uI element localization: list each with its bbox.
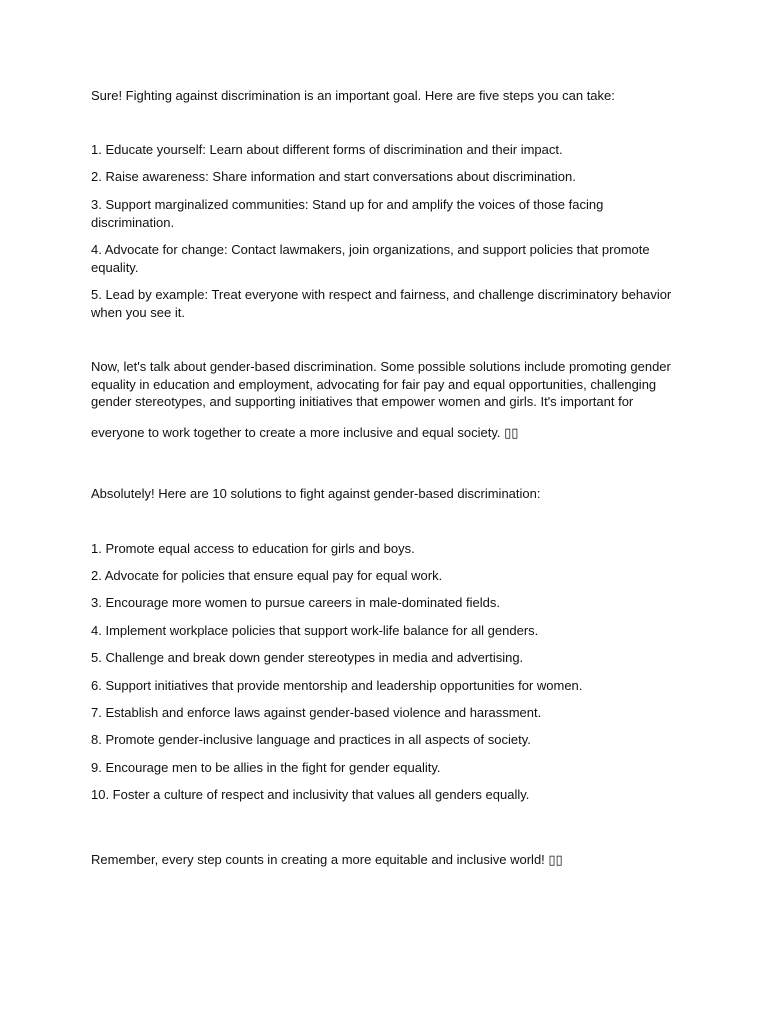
step-item-4: 4. Advocate for change: Contact lawmakers, join organizations, and support policies that promote equality. [91,242,650,275]
step-item-1: 1. Educate yourself: Learn about different forms of discrimination and their impact. [91,142,563,157]
solution-item-5: 5. Challenge and break down gender stereotypes in media and advertising. [91,650,524,665]
solution-item-8: 8. Promote gender-inclusive language and practices in all aspects of society. [91,732,531,747]
solution-item-6: 6. Support initiatives that provide mentorship and leadership opportunities for women. [91,678,583,693]
solution-item-1: 1. Promote equal access to education for girls and boys. [91,541,415,556]
solution-item-9: 9. Encourage men to be allies in the fight for gender equality. [91,760,441,775]
step-item-2: 2. Raise awareness: Share information and start conversations about discrimination. [91,169,576,184]
step-item-5: 5. Lead by example: Treat everyone with respect and fairness, and challenge discriminatory behavior when you see it. [91,287,672,320]
gender-paragraph: Now, let's talk about gender-based discrimination. Some possible solutions include promoting gender equality in education and employment, advocating for fair pay and equal opportunities, challenging gender stereotypes, and supporting initiatives that empower women and girls. It's important for [91,359,671,409]
step-item-3: 3. Support marginalized communities: Stand up for and amplify the voices of those facing discrimination. [91,197,604,230]
solution-item-4: 4. Implement workplace policies that support work-life balance for all genders. [91,623,539,638]
closing-paragraph: Remember, every step counts in creating a more equitable and inclusive world! ▯▯ [91,852,563,867]
solution-item-2: 2. Advocate for policies that ensure equal pay for equal work. [91,568,443,583]
gender-paragraph-end: everyone to work together to create a more inclusive and equal society. ▯▯ [91,425,519,440]
solution-item-3: 3. Encourage more women to pursue careers in male-dominated fields. [91,595,500,610]
solutions-intro: Absolutely! Here are 10 solutions to fight against gender-based discrimination: [91,486,541,501]
intro-paragraph: Sure! Fighting against discrimination is an important goal. Here are five steps you can take: [91,88,615,103]
solution-item-7: 7. Establish and enforce laws against gender-based violence and harassment. [91,705,542,720]
solution-item-10: 10. Foster a culture of respect and inclusivity that values all genders equally. [91,787,530,802]
